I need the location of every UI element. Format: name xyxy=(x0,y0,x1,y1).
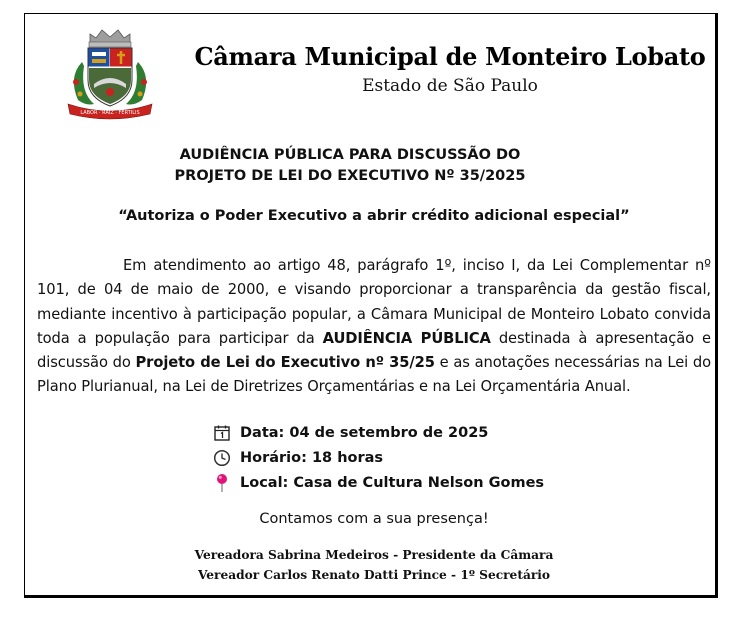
calendar-icon xyxy=(212,423,232,443)
event-details xyxy=(212,420,632,495)
municipal-crest xyxy=(60,22,160,122)
heading-line-1: AUDIÊNCIA PÚBLICA PARA DISCUSSÃO DO xyxy=(179,147,521,163)
event-time-row xyxy=(212,445,632,470)
signature-block xyxy=(40,545,708,585)
body-text-part-1: Em atendimento ao artigo 48, parágrafo 1º, inciso I, da Lei Complementar nº 101, de 04 de maio de 2000, e visando proporcionar a transparência da gestão fiscal, mediante incentivo à participação popular, a Câmara Municipal de Monteiro Lobato convida toda a população para participar da xyxy=(37,257,711,347)
body-text-part-3: e as anotações necessárias na Lei do Plano Plurianual, na Lei de Diretrizes Orçamentárias e na Lei Orçamentária Anual. xyxy=(37,354,712,396)
event-date: Data: 04 de setembro de 2025 xyxy=(240,424,489,441)
clock-icon xyxy=(212,448,232,468)
body-bold-hearing: AUDIÊNCIA PÚBLICA xyxy=(322,329,491,347)
signature-president: Vereadora Sabrina Medeiros - Presidente da Câmara xyxy=(194,548,554,562)
closing-line: Contamos com a sua presença! xyxy=(259,511,489,527)
event-place: Local: Casa de Cultura Nelson Gomes xyxy=(240,474,545,491)
event-place-row xyxy=(212,470,632,495)
body-text-part-2: destinada à apresentação e discussão do xyxy=(37,329,711,372)
signature-secretary: Vereador Carlos Renato Datti Prince - 1º Secretário xyxy=(197,568,551,582)
heading-line-2: PROJETO DE LEI DO EXECUTIVO Nº 35/2025 xyxy=(174,168,526,184)
letterhead xyxy=(60,22,710,122)
svg-text:LABOR · RAIZ · FERTILIS: LABOR · RAIZ · FERTILIS xyxy=(80,110,140,116)
body-bold-bill: Projeto de Lei do Executivo nº 35/25 xyxy=(135,354,435,372)
event-time: Horário: 18 horas xyxy=(240,449,384,466)
notice-heading xyxy=(100,145,600,187)
event-date-row xyxy=(212,420,632,445)
notice-body-paragraph xyxy=(37,254,711,400)
pushpin-icon xyxy=(212,473,232,493)
institution-subtitle: Estado de São Paulo xyxy=(362,76,538,96)
institution-title: Câmara Municipal de Monteiro Lobato xyxy=(194,42,706,71)
bill-summary-quote: “Autoriza o Poder Executivo a abrir crédito adicional especial” xyxy=(118,208,630,224)
